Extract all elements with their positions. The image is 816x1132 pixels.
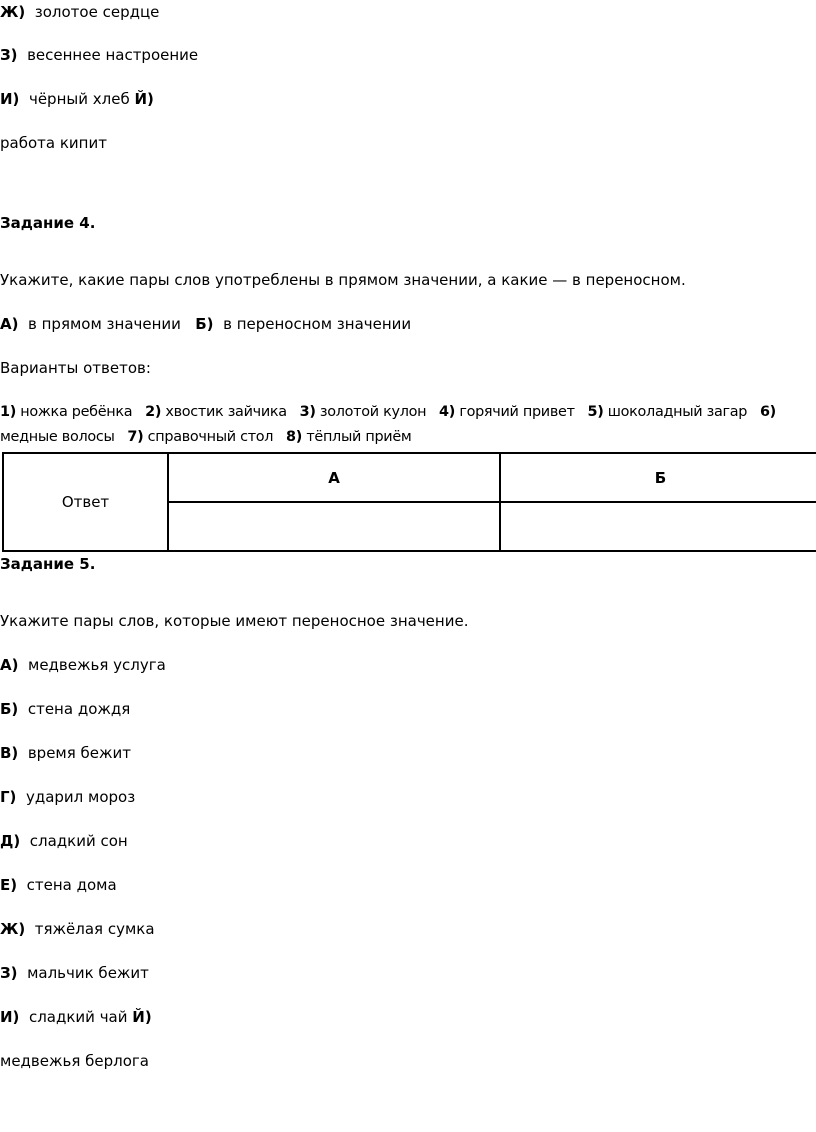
list-item [0, 919, 155, 939]
option-text: хвостик зайчика [165, 404, 287, 420]
item-text: ударил мороз [25, 788, 136, 806]
item-continuation: работа кипит [0, 134, 107, 152]
item-text: тяжёлая сумка [34, 920, 155, 938]
item-letter: И) [0, 90, 20, 108]
answer-table [2, 452, 816, 552]
item-text: сладкий чай [28, 1008, 128, 1026]
item-continuation: медвежья берлога [0, 1052, 149, 1070]
list-item [0, 1007, 152, 1027]
list-item [0, 699, 130, 719]
option-text: золотой кулон [319, 404, 427, 420]
task-instruction: Укажите, какие пары слов употреблены в прямом значении, а какие — в переносном. [0, 271, 686, 289]
category-letter: А) [0, 315, 19, 333]
option-num: 8) [286, 429, 303, 445]
task-title-text: Задание 4. [0, 214, 96, 232]
item-text: мальчик бежит [27, 964, 149, 982]
category-letter: Б) [195, 315, 214, 333]
task-title-text: Задание 5. [0, 555, 96, 573]
item-text: стена дома [26, 876, 117, 894]
list-item [0, 875, 117, 895]
option-text: горячий привет [459, 404, 575, 420]
category-text: в переносном значении [223, 315, 412, 333]
item-letter: Ж) [0, 920, 26, 938]
task-title [0, 554, 95, 574]
item-letter: И) [0, 1008, 20, 1026]
item-letter: Ж) [0, 3, 26, 21]
item-text: сладкий сон [29, 832, 128, 850]
answer-cell-a[interactable] [168, 502, 500, 551]
list-item [0, 787, 135, 807]
item-letter: Й) [134, 90, 154, 108]
option-num: 2) [145, 404, 162, 420]
list-item [0, 89, 154, 109]
item-letter: А) [0, 656, 19, 674]
item-text: время бежит [27, 744, 132, 762]
item-text: золотое сердце [34, 3, 160, 21]
list-item [0, 831, 128, 851]
item-text: медвежья услуга [28, 656, 166, 674]
column-header-b: Б [500, 453, 816, 502]
item-letter: Е) [0, 876, 18, 894]
option-text: медные волосы [0, 429, 115, 445]
answer-row-label: Ответ [3, 453, 168, 551]
item-letter: З) [0, 964, 18, 982]
list-item [0, 963, 149, 983]
option-text: шоколадный загар [607, 404, 748, 420]
options-label: Варианты ответов: [0, 359, 151, 377]
item-letter: Г) [0, 788, 17, 806]
item-text: весеннее настроение [27, 46, 199, 64]
option-num: 1) [0, 404, 16, 420]
list-item [0, 655, 166, 675]
item-letter: Б) [0, 700, 19, 718]
list-item [0, 743, 131, 763]
item-text: чёрный хлеб [28, 90, 130, 108]
item-letter: Й) [132, 1008, 152, 1026]
option-num: 7) [127, 429, 144, 445]
list-item [0, 2, 159, 22]
column-header-a: А [168, 453, 500, 502]
option-num: 6) [759, 404, 776, 420]
category-text: в прямом значении [28, 315, 181, 333]
option-text: тёплый приём [306, 429, 412, 445]
list-item [0, 45, 198, 65]
options-line [0, 402, 776, 422]
task-title [0, 213, 95, 233]
item-text: стена дождя [27, 700, 131, 718]
item-letter: Д) [0, 832, 21, 850]
option-text: справочный стол [147, 429, 274, 445]
task-instruction: Укажите пары слов, которые имеют переносное значение. [0, 612, 469, 630]
option-num: 3) [299, 404, 316, 420]
option-num: 4) [439, 404, 456, 420]
option-num: 5) [587, 404, 604, 420]
answer-cell-b[interactable] [500, 502, 816, 551]
category-line [0, 314, 411, 334]
option-text: ножка ребёнка [20, 404, 133, 420]
item-letter: З) [0, 46, 18, 64]
item-letter: В) [0, 744, 19, 762]
options-line [0, 427, 411, 447]
